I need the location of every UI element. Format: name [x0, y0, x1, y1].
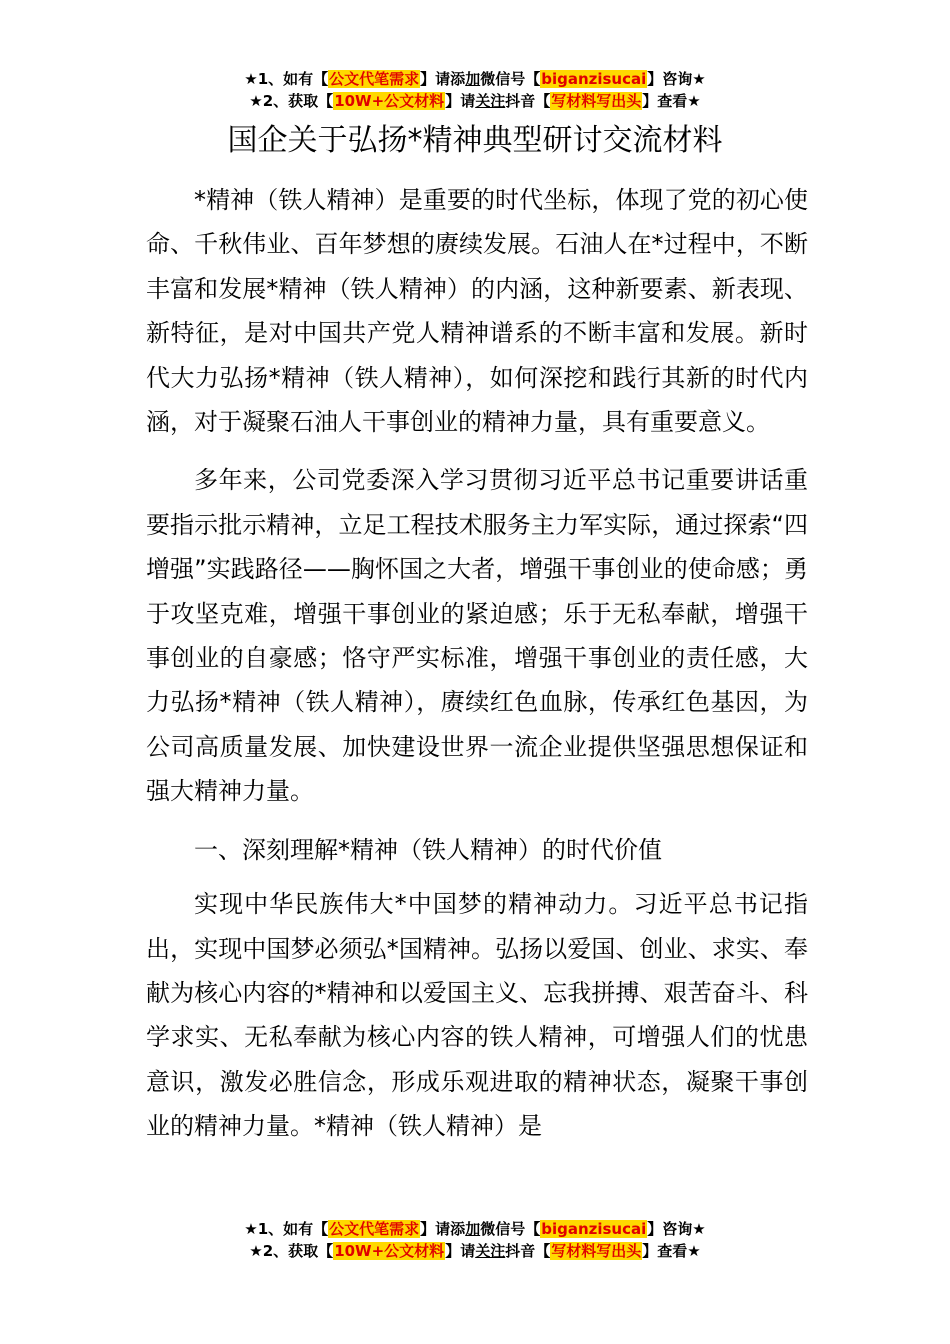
- footer-banner: [0, 1218, 950, 1262]
- banner-text: 微信号【: [480, 70, 541, 88]
- banner-text: 】查看★: [642, 92, 701, 110]
- banner-line-2: [0, 1240, 950, 1262]
- banner-emphasis: 加: [465, 1220, 481, 1238]
- banner-text: ★1、如有【: [244, 1220, 329, 1238]
- paragraph-overview: 多年来，公司党委深入学习贯彻习近平总书记重要讲话重要指示批示精神，立足工程技术服务主力军实际，通过探索“四增强”实践路径——胸怀国之大者，增强干事创业的使命感；勇于攻坚克难，增强干事创业的紧迫感；乐于无私奉献，增强干事创业的自豪感；恪守严实标准，增强干事创业的责任感，大力弘扬*精神（铁人精神），赓续红色血脉，传承红色基因，为公司高质量发展、加快建设世界一流企业提供坚强思想保证和强大精神力量。: [146, 466, 808, 806]
- document-body: [146, 178, 808, 1163]
- banner-line-1: [0, 68, 950, 90]
- banner-text: 抖音【: [505, 1242, 551, 1260]
- banner-text: 】咨询★: [647, 70, 706, 88]
- banner-text: 】请添: [420, 1220, 466, 1238]
- highlight-materials: 10W+公文材料: [334, 92, 445, 110]
- banner-text: ★2、获取【: [249, 1242, 334, 1260]
- banner-text: 】咨询★: [647, 1220, 706, 1238]
- banner-line-2: [0, 90, 950, 112]
- header-banner: [0, 68, 950, 112]
- document-title: 国企关于弘扬*精神典型研讨交流材料: [227, 123, 723, 158]
- banner-emphasis: 加: [465, 70, 481, 88]
- banner-text: 微信号【: [480, 1220, 541, 1238]
- highlight-writing-service: 公文代笔需求: [329, 70, 420, 88]
- highlight-wechat-id: biganzisucai: [541, 1220, 647, 1238]
- highlight-wechat-id: biganzisucai: [541, 70, 647, 88]
- highlight-writing-service: 公文代笔需求: [329, 1220, 420, 1238]
- banner-text: 】请: [445, 1242, 476, 1260]
- paragraph-intro: *精神（铁人精神）是重要的时代坐标，体现了党的初心使命、千秋伟业、百年梦想的赓续发展。石油人在*过程中，不断丰富和发展*精神（铁人精神）的内涵，这种新要素、新表现、新特征，是对中国共产党人精神谱系的不断丰富和发展。新时代大力弘扬*精神（铁人精神），如何深挖和践行其新的时代内涵，对于凝聚石油人干事创业的精神力量，具有重要意义。: [146, 186, 808, 437]
- banner-text: ★1、如有【: [244, 70, 329, 88]
- banner-text: 】请添: [420, 70, 466, 88]
- banner-line-1: [0, 1218, 950, 1240]
- paragraph-section-1: 实现中华民族伟大*中国梦的精神动力。习近平总书记指出，实现中国梦必须弘*国精神。弘扬以爱国、创业、求实、奉献为核心内容的*精神和以爱国主义、忘我拼搏、艰苦奋斗、科学求实、无私奉献为核心内容的铁人精神，可增强人们的忧患意识，激发必胜信念，形成乐观进取的精神状态，凝聚干事创业的精神力量。*精神（铁人精神）是: [146, 890, 808, 1141]
- section-heading: 一、深刻理解*精神（铁人精神）的时代价值: [194, 835, 662, 864]
- banner-text: 】查看★: [642, 1242, 701, 1260]
- highlight-douyin-account: 写材料写出头: [551, 1242, 642, 1260]
- highlight-douyin-account: 写材料写出头: [551, 92, 642, 110]
- banner-emphasis: 关注: [475, 92, 506, 110]
- banner-text: ★2、获取【: [249, 92, 334, 110]
- banner-text: 】请: [445, 92, 476, 110]
- banner-text: 抖音【: [505, 92, 551, 110]
- banner-emphasis: 关注: [475, 1242, 506, 1260]
- highlight-materials: 10W+公文材料: [334, 1242, 445, 1260]
